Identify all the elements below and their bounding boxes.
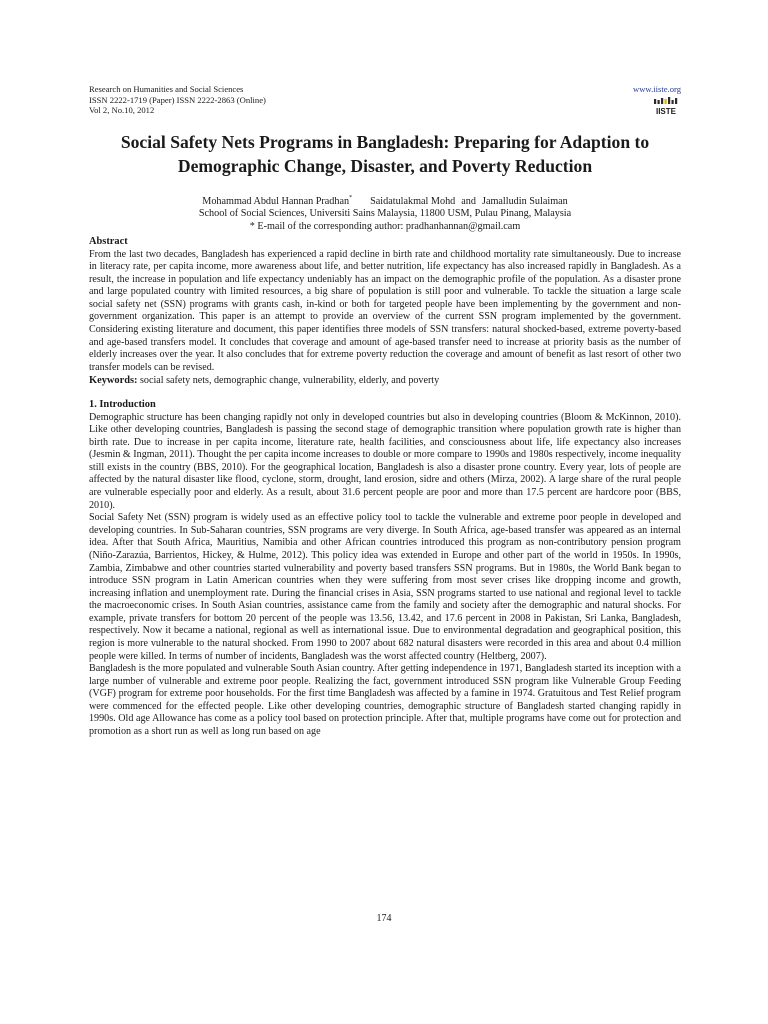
affiliation: School of Social Sciences, Universiti Sains Malaysia, 11800 USM, Pulau Pinang, Malaysia (198, 208, 572, 220)
iiste-logo-icon (653, 97, 679, 115)
author-2: Saidatulakmal Mohd (370, 195, 456, 207)
corresponding-email: * E-mail of the corresponding author: pradhanhannan@gmail.cam (249, 220, 521, 232)
keywords-text: social safety nets, demographic change, vulnerability, elderly, and poverty (137, 375, 440, 387)
journal-issn: ISSN 2222-1719 (Paper) ISSN 2222-2863 (Online) (89, 94, 266, 105)
author-1: Mohammad Abdul Hannan Pradhan (202, 195, 350, 207)
paper-title: Social Safety Nets Programs in Bangladesh: Preparing for Adaption to Demographic Change, Disaster, and Poverty Reduction (120, 131, 650, 176)
intro-paragraph-1: Demographic structure has been changing rapidly not only in developed countries but also in developing countries (Bloom & McKinnon, 2010). Like other developing countries, Bangladesh is passing the second stage of demographic transition where population growth rate is higher than birth rate. Due to increase in per capita income, literature rate, health facilities, and consciousness about life, life expectancy also increases (Jesmin & Ingman, 2011). Thought the per capita income increases to double or more compare to 1990s and 1980s respectively, income inequality still exists in the country (BBS, 2010). For the geographical location, Bangladesh is also a disaster prone country. Every year, lots of people are affected by the natural disaster like flood, cyclone, storm, drought, land erosion, sidre and others (Mirza, 2002). A large share of the rural people are vulnerable especially poor and elderly. As a result, about 31.6 percent people are poor and more than 17.5 percent are hardcore poor (BBS, 2010). (89, 411, 681, 511)
intro-paragraph-2: Social Safety Net (SSN) program is widely used as an effective policy tool to tackle the vulnerable and extreme poor people in developed and developing countries. In Sub-Saharan countries, SSN programs are very diverge. In South Africa, age-based transfer was appeared as an internal idea. After that South Africa, Mauritius, Namibia and other African countries introduced this program as non-contributory pension program (Niño-Zarazúa, Barrientos, Hickey, & Hulme, 2012). This policy idea was extended in Europe and other part of the world in 1950s. In 1990s, Zambia, Zimbabwe and other countries started vulnerability and poverty based transfers SSN programs. But in 1980s, the World Bank began to introduce SSN program in Latin American countries when they were suffering from most sever crises like dropping income and growth, increasing inflation and unemployment rate. During the financial crises in Asia, SSN programs started to use national and regional level to tackle the macroeconomic crises. In South Asian countries, assistance came from the family and society after the demographic and natural shocks. For example, private transfers for bottom 20 percent of the people was 13.56, 13.42, and 17.6 percent in 2008 in Pakistan, Sri Lanka, Bangladesh, respectively. Now it became a national, regional as well as international issue. Due to environmental degradation and geographical position, this region is more vulnerable to the natural shocked. From 1990 to 2007 about 682 natural disasters were recorded in this area and about 0.4 million people were killed. In terms of number of incidents, Bangladesh was the worst affected country (Heltberg, 2007). (89, 512, 681, 662)
page (89, 84, 681, 739)
keywords (89, 375, 681, 388)
abstract-heading: Abstract (89, 236, 128, 247)
journal-header (89, 84, 681, 116)
intro-paragraph-3: Bangladesh is the more populated and vulnerable South Asian country. After getting independence in 1971, Bangladesh started its inception with a large number of vulnerable and extreme poor people. Realizing the fact, government introduced SSN program like Vulnerable Group Feeding (VGF) program for extreme poor households. For the first time Bangladesh was affected by a famine in 1974. Gratuitous and Test Relief program were commenced for the effected people. Like other developing countries, demographic structure of Bangladesh started changing rapidly in 1990s. Old age Allowance has come as a policy tool based on protection principle. After that, multiple programs have come out for protection and promotion as a short run as well as long run based on age (89, 663, 681, 738)
author-conjunction: and (461, 195, 476, 207)
authors-block (89, 192, 681, 233)
journal-volume: Vol 2, No.10, 2012 (89, 105, 155, 116)
author-line (89, 192, 681, 208)
logo-text: IISTE (655, 107, 677, 115)
journal-name: Research on Humanities and Social Sciences (89, 84, 244, 94)
journal-info (89, 84, 681, 116)
author-3: Jamalludin Sulaiman (482, 195, 568, 207)
corresponding-mark: * (349, 194, 353, 201)
abstract-text: From the last two decades, Bangladesh has experienced a rapid decline in birth rate and childhood mortality rate simultaneously. Due to increase in literacy rate, per capita income, more awareness about life, and better nutrition, life expectancy has also increased rapidly in Bangladesh. As a result, the increase in population and life expectancy undeniably has an impact on the demographic profile of the population. As a disaster prone and large populated country with limited resources, a big share of population is still poor and vulnerable. To tackle the situation a large scale social safety net (SSN) programs with grants cash, in-kind or both for targeted people have been implementing by the government and non-government organization. This paper is an attempt to provide an overview of the current SSN program implemented by the government. Considering existing literature and document, this paper identifies three models of SSN transfers: natural shocked-based, extreme poverty-based and age-based transfers model. It concludes that coverage and amount of age-based transfer need to increase at priority basis as the number of elderly increases over the year. It also concludes that for extreme poverty reduction the coverage and amount of benefit as last resort of other two transfer models can be revised. (89, 248, 681, 373)
keywords-label: Keywords: (89, 375, 138, 387)
journal-url-link[interactable]: www.iiste.org (633, 84, 681, 94)
introduction-heading: 1. Introduction (89, 398, 156, 410)
page-number: 174 (376, 913, 392, 924)
